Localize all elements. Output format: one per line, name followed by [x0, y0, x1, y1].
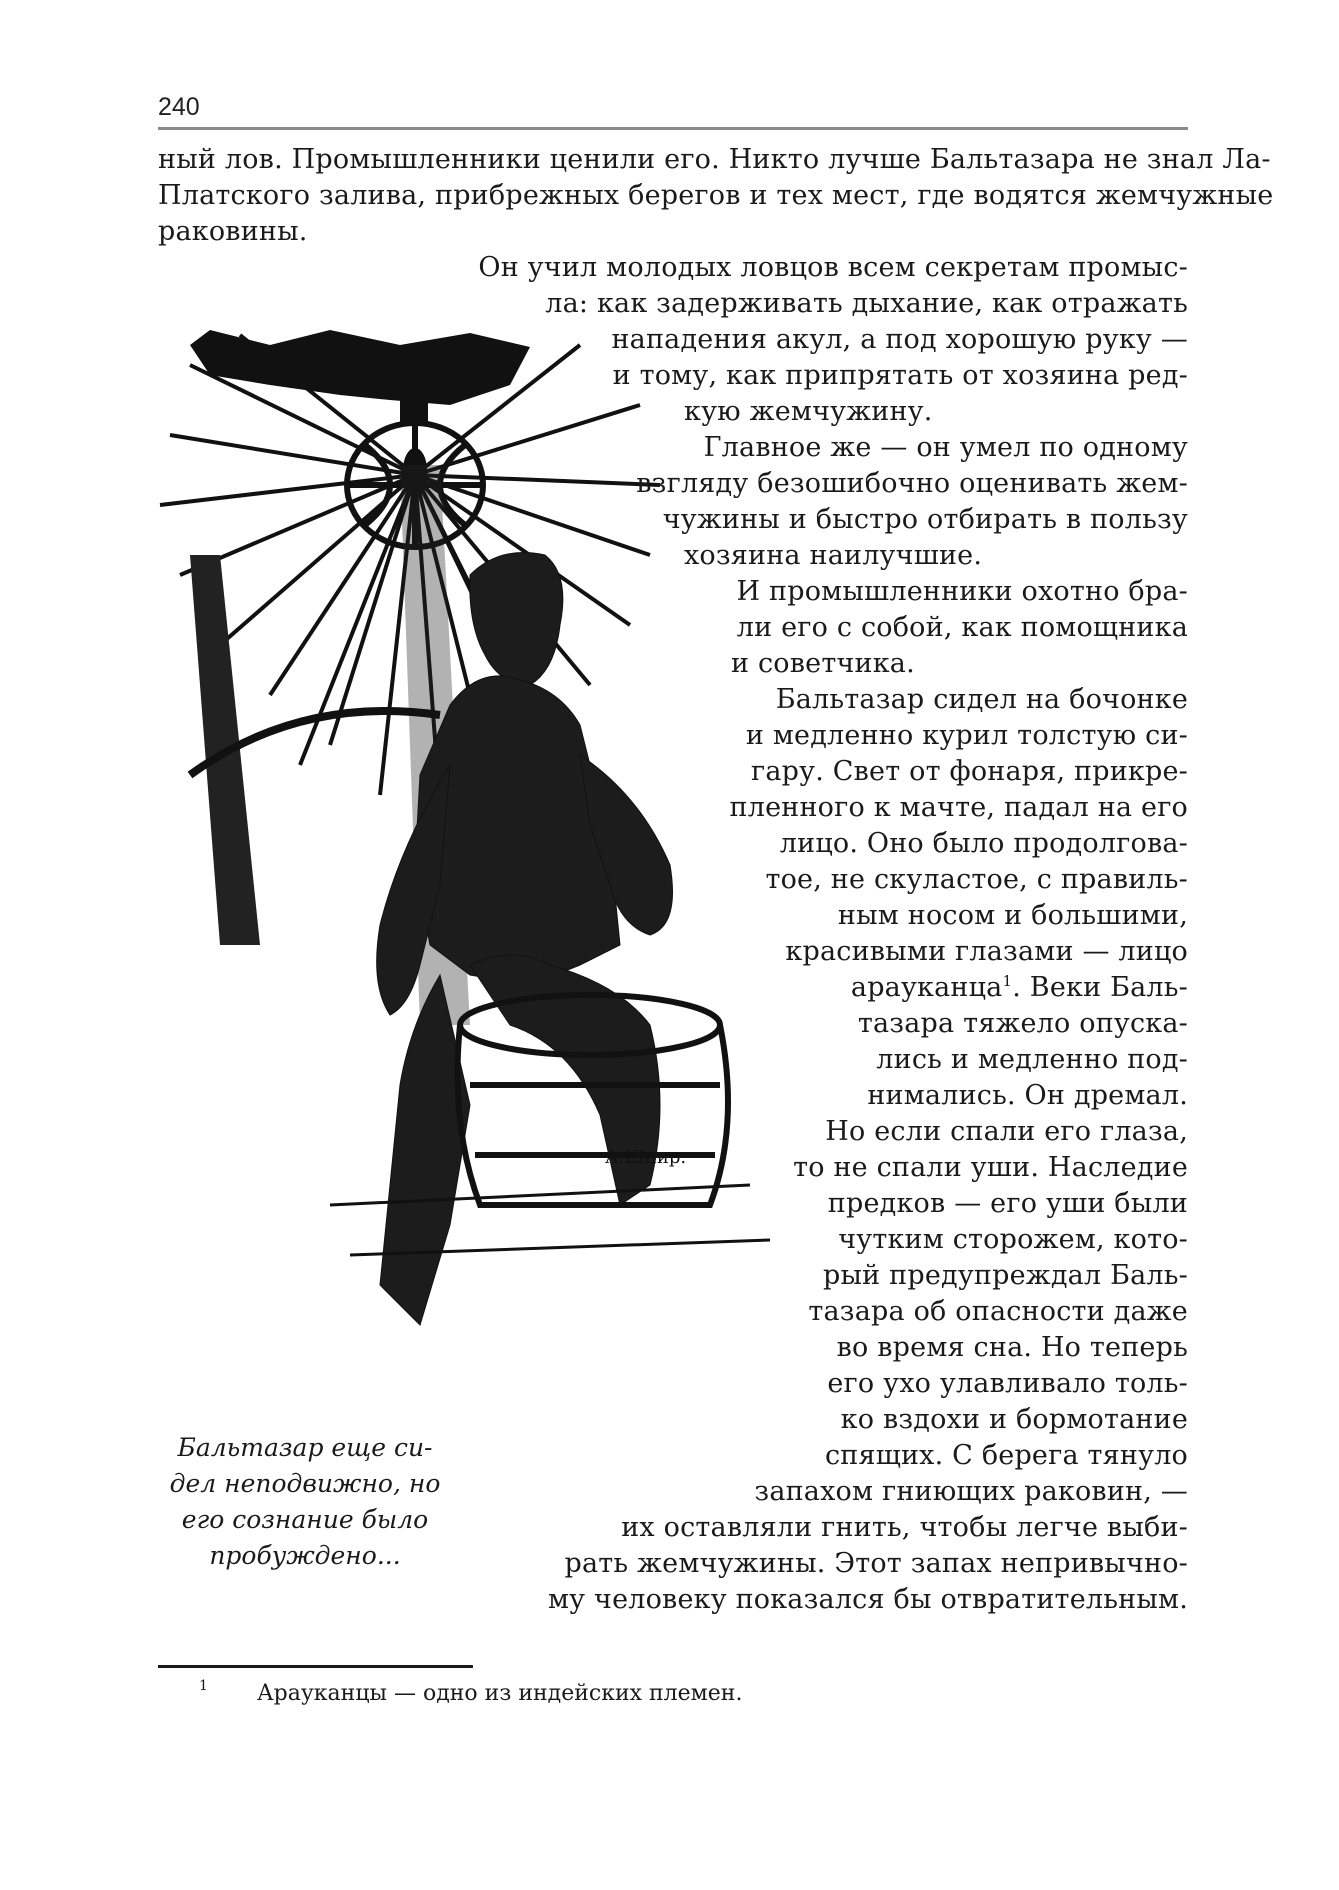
caption-line: Бальтазар еще си-	[177, 1433, 433, 1462]
text-line: чужины и быстро отбирать в пользу	[662, 504, 1188, 535]
text-line: Он учил молодых ловцов всем секретам промыс-	[478, 252, 1188, 283]
footnote-ref[interactable]: 1	[1002, 972, 1013, 990]
text-line: взгляду безошибочно оценивать жем-	[636, 468, 1188, 499]
text-line: ко вздохи и бормотание	[840, 1404, 1188, 1435]
text-line: ный лов. Промышленники ценили его. Никто лучше Бальтазара не знал Ла-	[158, 144, 1271, 175]
text-line: рый предупреждал Баль-	[823, 1260, 1188, 1291]
text-line: чутким сторожем, кото-	[838, 1224, 1188, 1255]
text-line: во время сна. Но теперь	[836, 1332, 1188, 1363]
text-line: гару. Свет от фонаря, прикре-	[750, 756, 1188, 787]
text-line: и советчика.	[731, 648, 915, 679]
text-line: его ухо улавливало толь-	[827, 1368, 1188, 1399]
text-line: ным носом и большими,	[837, 900, 1188, 931]
footnote-mark: 1	[199, 1678, 208, 1694]
text-line-end: . Веки Баль-	[1012, 972, 1188, 1003]
text-line: му человеку показался бы отвратительным.	[547, 1584, 1188, 1615]
caption-line: пробуждено...	[209, 1541, 401, 1570]
caption-line: дел неподвижно, но	[169, 1469, 441, 1498]
text-line: ла: как задерживать дыхание, как отражать	[545, 288, 1188, 319]
text-line: и тому, как припрятать от хозяина ред-	[612, 360, 1188, 391]
text-line: лись и медленно под-	[876, 1044, 1188, 1075]
text-line: тое, не скуластое, с правиль-	[765, 864, 1188, 895]
text-line: рать жемчужины. Этот запах непривычно-	[564, 1548, 1188, 1579]
text-line: Платского залива, прибрежных берегов и тех мест, где водятся жемчужные	[158, 180, 1274, 211]
text-line: предков — его уши были	[827, 1188, 1188, 1219]
text-line: тазара об опасности даже	[808, 1296, 1188, 1327]
page-number: 240	[158, 93, 200, 121]
text-line: Но если спали его глаза,	[825, 1116, 1188, 1147]
text-line: нападения акул, а под хорошую руку —	[611, 324, 1188, 355]
text-line: И промышленники охотно бра-	[736, 576, 1188, 607]
text-line: пленного к мачте, падал на его	[729, 792, 1188, 823]
text-line: то не спали уши. Наследие	[793, 1152, 1188, 1183]
text-line: Бальтазар сидел на бочонке	[775, 684, 1188, 715]
text-line: Главное же — он умел по одному	[703, 432, 1188, 463]
text-line: ли его с собой, как помощника	[736, 612, 1188, 643]
text-line	[851, 970, 1188, 1006]
text-line: спящих. С берега тянуло	[824, 1440, 1188, 1471]
text-line: нимались. Он дремал.	[867, 1080, 1188, 1111]
illustration-caption	[160, 1430, 450, 1574]
text-line: их оставляли гнить, чтобы легче выби-	[621, 1512, 1188, 1543]
text-line: раковины.	[158, 216, 308, 247]
lamp-top-bracket	[190, 330, 530, 425]
text-line: красивыми глазами — лицо	[785, 936, 1188, 967]
text-line: тазара тяжело опуска-	[857, 1008, 1188, 1039]
text-line: лицо. Оно было продолгова-	[779, 828, 1188, 859]
text-line-start: арауканца	[850, 972, 1003, 1003]
text-line: кую жемчужину.	[684, 396, 933, 427]
text-line: и медленно курил толстую си-	[745, 720, 1188, 751]
footnote-rule	[158, 1665, 473, 1668]
caption-line: его сознание было	[181, 1505, 429, 1534]
header-rule	[158, 127, 1188, 130]
illustrator-signature: А.Шпир.	[605, 1147, 687, 1168]
text-line: запахом гниющих раковин, —	[754, 1476, 1188, 1507]
footnote-text: Арауканцы — одно из индейских племен.	[257, 1681, 743, 1706]
text-line: хозяина наилучшие.	[684, 540, 983, 571]
